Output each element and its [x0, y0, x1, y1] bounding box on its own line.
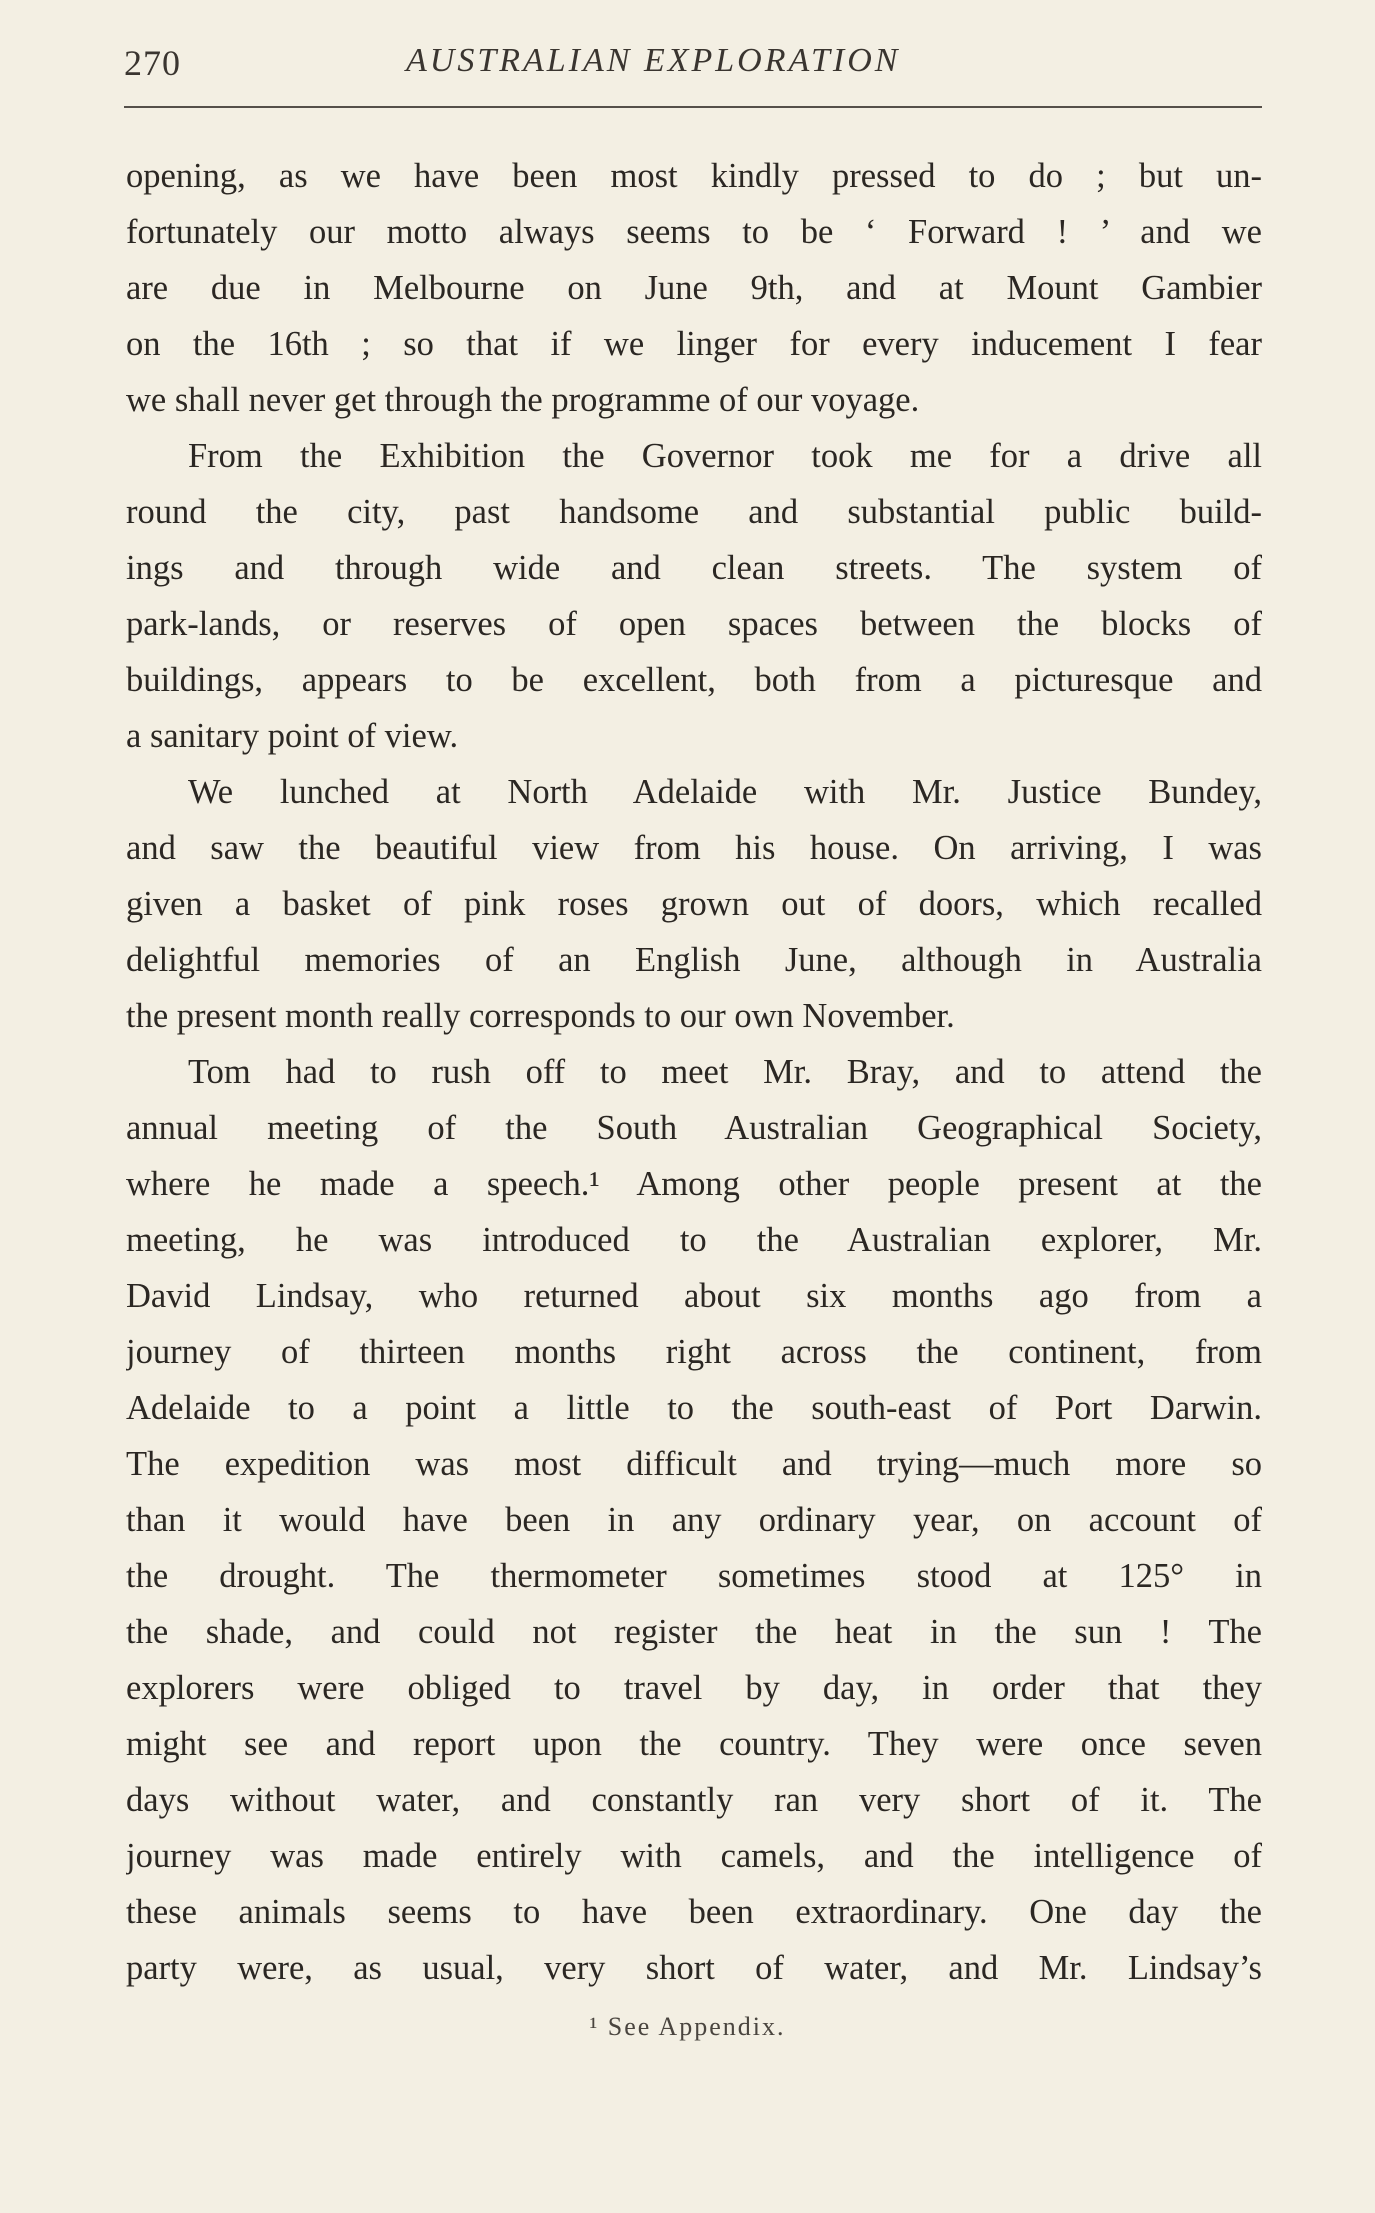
text-line: the shade, and could not register the heat in the sun ! The: [126, 1613, 1262, 1651]
text-line: and saw the beautiful view from his house. On arriving, I was: [126, 829, 1262, 867]
text-line: Tom had to rush off to meet Mr. Bray, and to attend the: [188, 1053, 1262, 1091]
text-line: these animals seems to have been extraordinary. One day the: [126, 1893, 1262, 1931]
text-line: than it would have been in any ordinary year, on account of: [126, 1501, 1262, 1539]
text-line: we shall never get through the programme of our voyage.: [126, 381, 920, 419]
header-rule: [124, 106, 1262, 108]
body-text: [126, 148, 1262, 1996]
page-header: [124, 42, 1262, 92]
text-line: party were, as usual, very short of water, and Mr. Lindsay’s: [126, 1949, 1262, 1987]
text-line: days without water, and constantly ran very short of it. The: [126, 1781, 1262, 1819]
text-line: buildings, appears to be excellent, both from a picturesque and: [126, 661, 1262, 699]
footnote: ¹ See Appendix.: [589, 2012, 786, 2041]
text-line: Adelaide to a point a little to the south-east of Port Darwin.: [126, 1389, 1262, 1427]
page-number: 270: [124, 43, 181, 83]
text-line: given a basket of pink roses grown out of doors, which recalled: [126, 885, 1262, 923]
text-line: fortunately our motto always seems to be ‘ Forward ! ’ and we: [126, 213, 1262, 251]
text-line: might see and report upon the country. They were once seven: [126, 1725, 1262, 1763]
text-line: journey of thirteen months right across the continent, from: [126, 1333, 1262, 1371]
text-line: meeting, he was introduced to the Australian explorer, Mr.: [126, 1221, 1262, 1259]
text-line: park-lands, or reserves of open spaces between the blocks of: [126, 605, 1262, 643]
text-line: where he made a speech.¹ Among other people present at the: [126, 1165, 1262, 1203]
text-line: The expedition was most difficult and trying—much more so: [126, 1445, 1262, 1483]
text-line: a sanitary point of view.: [126, 717, 459, 755]
text-line: We lunched at North Adelaide with Mr. Justice Bundey,: [188, 773, 1262, 811]
text-line: David Lindsay, who returned about six months ago from a: [126, 1277, 1262, 1315]
text-line: the present month really corresponds to our own November.: [126, 997, 955, 1035]
text-line: are due in Melbourne on June 9th, and at Mount Gambier: [126, 269, 1262, 307]
text-line: journey was made entirely with camels, and the intelligence of: [126, 1837, 1262, 1875]
running-title: AUSTRALIAN EXPLORATION: [406, 42, 901, 79]
text-line: explorers were obliged to travel by day, in order that they: [126, 1669, 1262, 1707]
text-line: delightful memories of an English June, although in Australia: [126, 941, 1262, 979]
text-line: the drought. The thermometer sometimes stood at 125° in: [126, 1557, 1262, 1595]
text-line: From the Exhibition the Governor took me for a drive all: [188, 437, 1262, 475]
text-line: on the 16th ; so that if we linger for every inducement I fear: [126, 325, 1262, 363]
text-line: annual meeting of the South Australian Geographical Society,: [126, 1109, 1262, 1147]
text-line: ings and through wide and clean streets. The system of: [126, 549, 1262, 587]
text-line: opening, as we have been most kindly pressed to do ; but un-: [126, 157, 1262, 195]
text-line: round the city, past handsome and substantial public build-: [126, 493, 1262, 531]
